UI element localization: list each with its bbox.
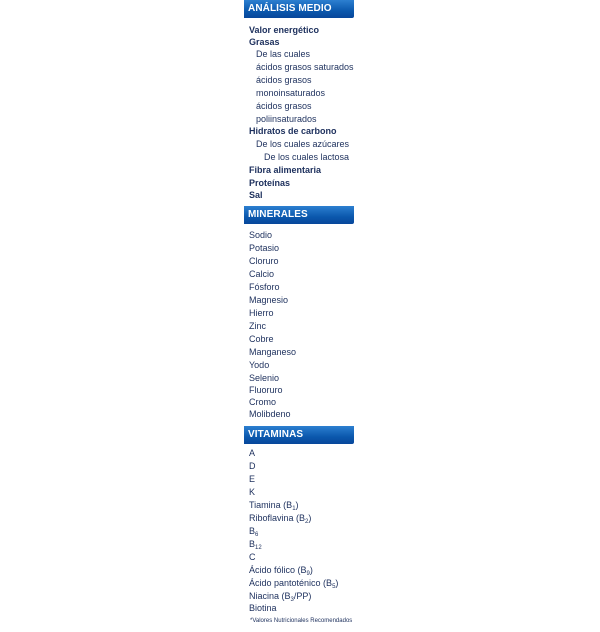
row-cobre: Cobre [249, 334, 274, 344]
row-poliinsaturados: poliinsaturados [256, 114, 317, 124]
nutrition-panel [244, 0, 356, 632]
row-valor-energetico: Valor energético [249, 25, 320, 35]
row-proteinas: Proteínas [249, 178, 291, 188]
row-sodio: Sodio [249, 230, 273, 240]
row-manganeso: Manganeso [249, 347, 297, 357]
row-riboflavina: Riboflavina $(B_2)$ [249, 513, 312, 525]
row-vit-d: D [249, 461, 256, 471]
row-vit-c: C [249, 552, 256, 562]
row-magnesio: Magnesio [249, 295, 289, 305]
header-analisis: ANÁLISIS MEDIO [244, 0, 354, 18]
row-acidos-grasos-2: ácidos grasos [256, 101, 312, 111]
row-grasas: Grasas [249, 37, 280, 47]
row-acidos-grasos-1: ácidos grasos [256, 75, 312, 85]
header-vitaminas: VITAMINAS [244, 426, 354, 444]
footnote: *Valores Nutricionales Recomendados [250, 618, 353, 624]
row-vit-e: E [249, 474, 256, 484]
row-sal: Sal [249, 190, 263, 200]
row-saturados: ácidos grasos saturados [256, 62, 354, 72]
row-fibra: Fibra alimentaria [249, 165, 322, 175]
row-vit-a: A [249, 448, 256, 458]
row-tiamina: Tiamina $(B_1)$ [249, 500, 299, 512]
row-vit-k: K [249, 487, 256, 497]
row-hidratos: Hidratos de carbono [249, 126, 337, 136]
row-potasio: Potasio [249, 243, 280, 253]
row-niacina: Niacina $(B_3/PP)$ [249, 591, 312, 603]
row-monoinsaturados: monoinsaturados [256, 88, 326, 98]
row-azucares: De los cuales azúcares [256, 139, 350, 149]
row-molibdeno: Molibdeno [249, 409, 291, 419]
row-biotina: Biotina [249, 603, 277, 613]
row-fluoruro: Fluoruro [249, 385, 283, 395]
row-hierro: Hierro [249, 308, 274, 318]
header-minerales: MINERALES [244, 206, 354, 224]
row-b6: $B_6$ [249, 526, 259, 538]
row-b12: $B_{12}$ [249, 539, 262, 551]
row-lactosa: De los cuales lactosa [264, 152, 350, 162]
row-zinc: Zinc [249, 321, 267, 331]
row-acido-pantotenico: Ácido pantoténico $(B_5)$ [249, 578, 339, 590]
row-fosforo: Fósforo [249, 282, 280, 292]
row-acido-folico: Ácido fólico $(B_9)$ [249, 565, 313, 577]
row-calcio: Calcio [249, 269, 275, 279]
row-cromo: Cromo [249, 397, 277, 407]
row-cloruro: Cloruro [249, 256, 279, 266]
row-selenio: Selenio [249, 373, 280, 383]
row-de-las-cuales: De las cuales [256, 49, 311, 59]
row-yodo: Yodo [249, 360, 270, 370]
